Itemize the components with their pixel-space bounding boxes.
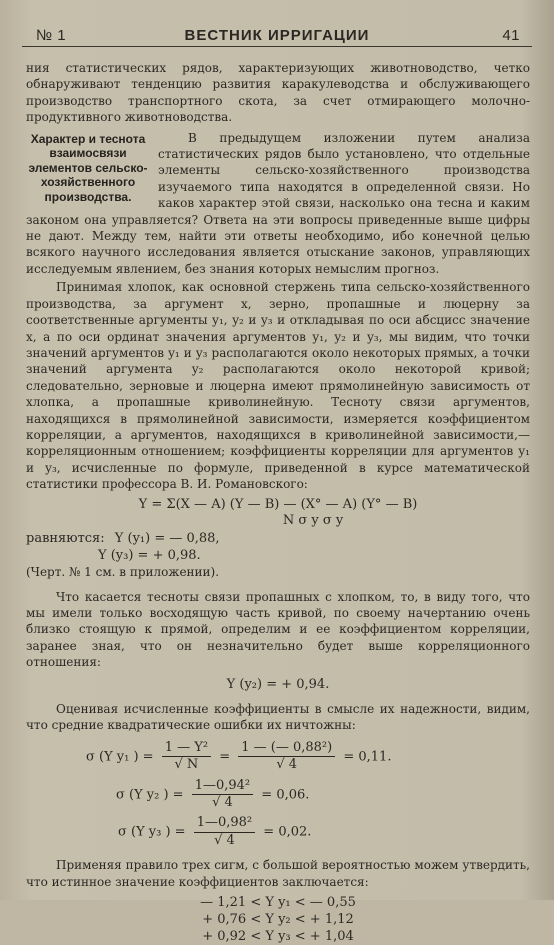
equal-label: равняются: bbox=[26, 531, 105, 547]
error-1-result: = 0,11. bbox=[343, 749, 392, 765]
error-2-numerator: 1—0,94² bbox=[192, 778, 253, 795]
error-1-numerator-2: 1 — (— 0,88²) bbox=[238, 740, 335, 757]
formula-denominator: N σ y σ y bbox=[282, 512, 344, 528]
error-1-fraction bbox=[162, 740, 211, 774]
paragraph-2: В предыдущем изложении путем анализа статистических рядов было установлено, что отдельные элементы сельско-хозяйственного производства изучаемого типа находятся в определенной связи. Но каков характер этой связи, насколько она тесна и каким законом она управляется? Ответа на эти вопросы приведенные выше цифры не дают. Между тем, найти эти ответы необходимо, ибо конечной целью всякого научного исследования является отыскание законов, управляющих исследуемым явлением, без знания которых немыслим прогноз. bbox=[26, 130, 530, 276]
error-3-numerator: 1—0,98² bbox=[194, 815, 255, 832]
r-y3: Υ (y₃) = + 0,98. bbox=[98, 547, 201, 563]
formula-numerator: Υ = Σ(X — A) (Y — B) — (X° — A) (Y° — B) bbox=[138, 496, 418, 512]
paragraph-6: Применяя правило трех сигм, с большой вероятностью можем утвердить, что истинное значение коэффициентов заключается: bbox=[26, 858, 530, 889]
journal-title: ВЕСТНИК ИРРИГАЦИИ bbox=[184, 27, 370, 44]
side-heading: Характер и теснота взаимосвязи элементов сельско-хозяйственного производства. bbox=[28, 131, 148, 204]
error-1-equals: = bbox=[219, 749, 231, 765]
article-body bbox=[26, 60, 530, 945]
error-1-numerator: 1 — Υ² bbox=[162, 740, 211, 757]
r-y2: Υ (y₂) = + 0,94. bbox=[226, 676, 330, 692]
error-1-denominator-2: √ 4 bbox=[276, 757, 298, 773]
error-2-fraction bbox=[192, 778, 253, 812]
correlation-formula bbox=[26, 497, 530, 530]
confidence-intervals bbox=[26, 894, 530, 945]
error-eq-3 bbox=[118, 815, 530, 849]
chart-note: (Черт. № 1 см. в приложении). bbox=[26, 565, 220, 580]
error-3-label: σ (Υ y₃ ) = bbox=[118, 824, 186, 840]
error-3-result: = 0,02. bbox=[263, 824, 312, 840]
interval-y2: + 0,76 < Υ y₂ < + 1,12 bbox=[202, 912, 354, 928]
paragraph-3: Принимая хлопок, как основной стержень типа сельско-хозяйственного производства, за аргумент x, зерно, пропашные и люцерну за соответственные аргументы y₁, y₂ и y₃ и откладывая по оси абсцисс значение x, а по оси ординат значения аргументов y₁, y₂ и y₃, мы видим, что точки значений аргументов y₁ и y₃ располагаются около некоторых прямых, а точки значений аргумента y₂ располагаются около некоторой кривой; следовательно, зерновые и люцерна имеют прямолинейную зависимость от хлопка, а пропашные криволинейную. Тесноту связи аргументов, находящихся в прямолинейной зависимости, измеряется коэффициентом корреляции, а аргументов, находящихся в криволинейной зависимости,—корреляционным отношением; коэффициенты корреляции для аргументов y₁ и y₃, исчисленные по формуле, приведенной в курсе математической статистики профессора В. И. Романовского: bbox=[26, 280, 530, 492]
issue-number: № 1 bbox=[36, 27, 67, 44]
error-2-result: = 0,06. bbox=[261, 787, 310, 803]
interval-y1: — 1,21 < Υ y₁ < — 0,55 bbox=[200, 895, 356, 911]
error-1-fraction-2 bbox=[238, 740, 335, 774]
error-1-label: σ (Υ y₁ ) = bbox=[86, 749, 154, 765]
results-block bbox=[26, 531, 530, 547]
error-3-denominator: √ 4 bbox=[214, 832, 235, 848]
r-y1: Υ (y₁) = — 0,88, bbox=[114, 531, 220, 547]
paragraph-5: Оценивая исчисленные коэффициенты в смысле их надежности, видим, что средние квадратические ошибки их ничтожны: bbox=[26, 702, 530, 733]
error-1-denominator: √ N bbox=[174, 757, 199, 773]
error-2-denominator: √ 4 bbox=[212, 795, 233, 811]
error-eq-2 bbox=[116, 778, 530, 812]
error-eq-1 bbox=[86, 740, 530, 774]
paragraph-1: ния статистических рядов, характеризующих животноводство, четко обнаруживают тенденцию развития каракулеводства и обслуживающего производство транспортного скота, за счет отмирающего молочно-продуктивного животноводства. bbox=[26, 61, 530, 125]
running-header bbox=[22, 26, 532, 47]
error-3-fraction bbox=[194, 815, 255, 849]
interval-y3: + 0,92 < Υ y₃ < + 1,04 bbox=[202, 929, 354, 945]
page-number: 41 bbox=[502, 27, 520, 44]
paragraph-4: Что касается тесноты связи пропашных с хлопком, то, в виду того, что мы имели только восходящую часть кривой, по своему начертанию очень близко стоящую к прямой, определим и ее коэффициентом корреляции, заранее зная, что он незначительно будет выше корреляционного отношения: bbox=[26, 589, 530, 670]
error-2-label: σ (Υ y₂ ) = bbox=[116, 787, 184, 803]
